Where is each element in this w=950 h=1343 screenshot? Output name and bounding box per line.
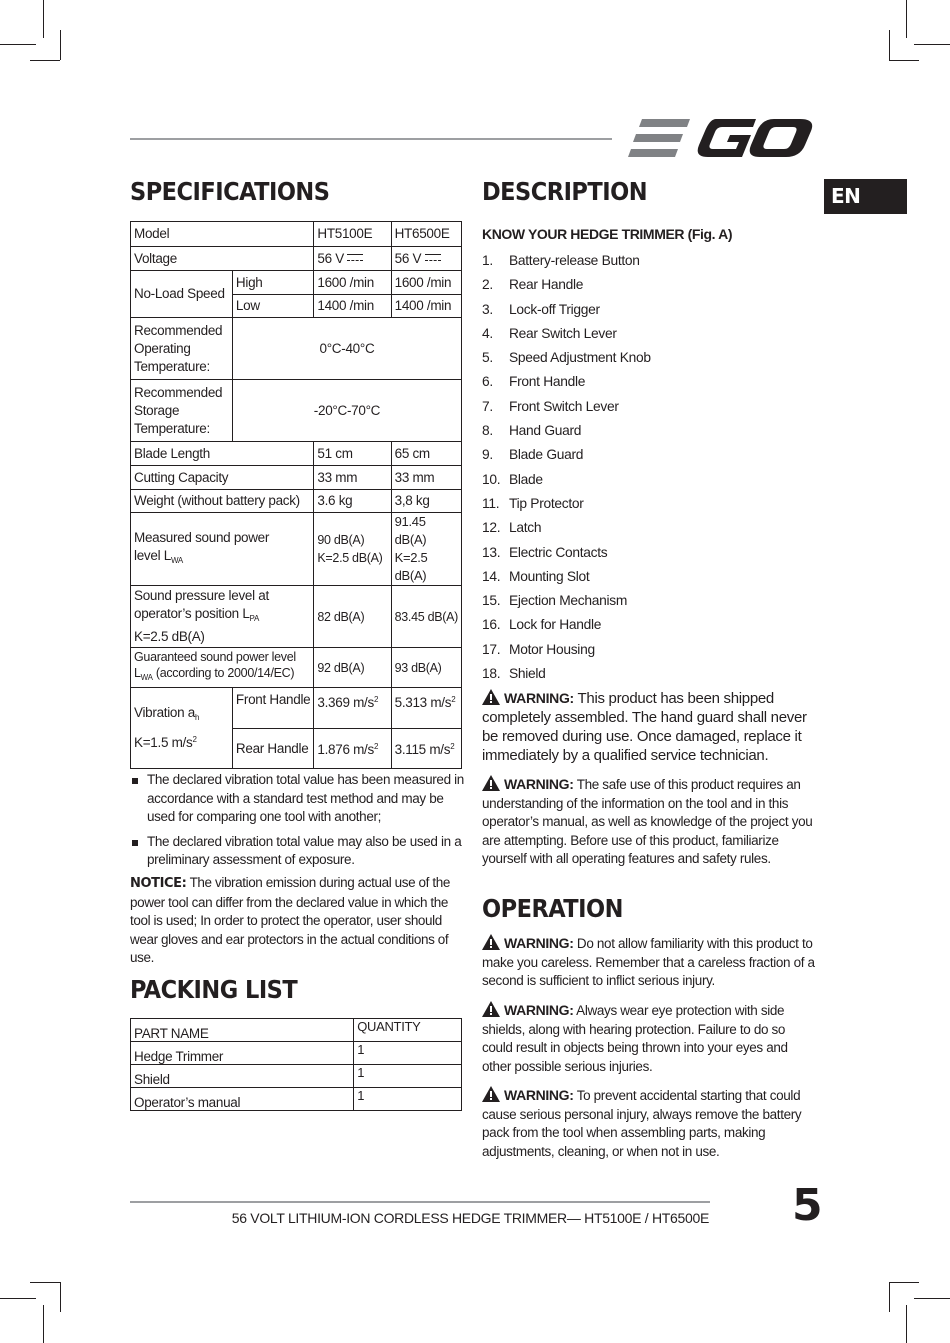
list-item (482, 662, 651, 686)
value-line: dB(A) (394, 568, 427, 583)
item-label: Hand Guard (509, 423, 582, 439)
value-text: 3.369 m/s (317, 695, 374, 710)
crop-mark (60, 1282, 61, 1312)
warning-triangle-icon (482, 934, 500, 950)
spec-value (391, 513, 461, 586)
spec-value: -20°C-70°C (232, 380, 461, 442)
label-line: Vibration a (134, 705, 195, 720)
item-number: 6. (482, 374, 493, 390)
spec-value: 3.6 kg (314, 490, 391, 513)
list-item (482, 273, 651, 297)
dc-symbol-icon (425, 254, 441, 261)
superscript: 2 (450, 742, 455, 751)
list-item (482, 298, 651, 322)
item-label: Rear Switch Lever (509, 325, 617, 341)
item-number: 7. (482, 398, 493, 414)
packing-col-qty: QUANTITY (354, 1019, 462, 1042)
crop-mark (0, 44, 36, 45)
warning-triangle-icon (482, 689, 500, 705)
spec-row-model (131, 222, 462, 247)
crop-mark (889, 30, 890, 60)
crop-mark (906, 1305, 907, 1343)
superscript: 2 (192, 735, 197, 744)
list-item (482, 565, 651, 589)
spec-row-guaranteed (131, 648, 462, 688)
spec-value: 1400 /min (391, 295, 461, 318)
list-item (482, 419, 651, 443)
bullet-square-icon (132, 840, 138, 846)
list-item (482, 395, 651, 419)
list-item (482, 516, 651, 540)
item-number: 13. (482, 544, 501, 560)
description-subtitle: KNOW YOUR HEDGE TRIMMER (Fig. A) (482, 226, 733, 242)
spec-sublabel: Rear Handle (232, 729, 313, 769)
spec-row-operating-temp (131, 318, 462, 380)
spec-value (314, 688, 391, 729)
spec-row-blade (131, 442, 462, 466)
spec-row-sound-pressure (131, 586, 462, 648)
list-item (482, 468, 651, 492)
spec-value (314, 513, 391, 586)
subscript: WA (170, 555, 183, 565)
item-label: Ejection Mechanism (509, 593, 628, 609)
spec-label: Voltage (131, 247, 314, 271)
item-label: Tip Protector (509, 495, 584, 511)
label-line: Recommended (134, 384, 223, 400)
spec-value: 1400 /min (314, 295, 391, 318)
packing-item-name: Operator’s manual (131, 1088, 354, 1111)
crop-mark (906, 0, 907, 38)
bullet-item (130, 771, 466, 827)
warning-label: WARNING: (504, 776, 574, 792)
spec-value: HT6500E (391, 222, 461, 247)
superscript: 2 (373, 695, 379, 704)
spec-row-high-speed (131, 271, 462, 295)
item-number: 4. (482, 325, 493, 341)
list-item (482, 613, 651, 637)
label-line: Sound pressure level at (134, 588, 269, 603)
crop-mark (60, 30, 61, 60)
value-text: 5.313 m/s (394, 695, 452, 710)
item-number: 10. (482, 471, 501, 487)
page-number: 5 (792, 1180, 821, 1231)
item-label: Front Switch Lever (509, 398, 619, 414)
notice-label: NOTICE: (130, 876, 187, 891)
packing-item-qty: 1 (354, 1042, 462, 1065)
table-row (131, 1042, 462, 1065)
item-label: Shield (509, 666, 546, 682)
list-item (482, 346, 651, 370)
label-line: L (134, 666, 141, 680)
item-number: 2. (482, 277, 493, 293)
spec-value: 1600 /min (314, 271, 391, 295)
crop-mark (889, 1282, 919, 1283)
warning-label: WARNING: (504, 690, 574, 706)
label-line: operator’s position L (134, 606, 250, 621)
packing-item-name: Shield (131, 1065, 354, 1088)
spec-label: Blade Length (131, 442, 314, 466)
spec-row-weight (131, 490, 462, 513)
operation-heading: OPERATION (482, 894, 623, 923)
item-number: 15. (482, 593, 501, 609)
voltage-value: 56 V (317, 250, 344, 266)
spec-label (131, 380, 233, 442)
warning-battery-removal (482, 1086, 818, 1161)
warning-text: Always wear eye protection with side shields, along with hearing protection. Failure to do so could result in objects being thrown into your eyes and other possible serious injuries. (482, 1003, 788, 1074)
spec-value: 65 cm (391, 442, 461, 466)
warning-label: WARNING: (504, 935, 574, 951)
language-tab-label: EN (831, 184, 861, 208)
item-label: Rear Handle (509, 277, 584, 293)
superscript: 2 (373, 742, 379, 751)
item-label: Battery-release Button (509, 253, 640, 268)
crop-mark (43, 0, 44, 38)
footer-title: 56 VOLT LITHIUM-ION CORDLESS HEDGE TRIMMER— HT5100E / HT6500E (231, 1210, 709, 1226)
warning-assembled (482, 689, 818, 765)
crop-mark (914, 1298, 950, 1299)
notice-text: The vibration emission during actual use of the power tool can differ from the declared value in which the tool is used; In order to protect the operator, user should wear gloves and ear protectors in the actual conditions of use. (130, 875, 450, 966)
table-row (131, 1065, 462, 1088)
spec-sublabel: Low (232, 295, 313, 318)
spec-row-sound-power (131, 513, 462, 586)
packing-list-heading: PACKING LIST (130, 975, 298, 1004)
value-line: 91.45 dB(A) (394, 514, 427, 547)
spec-value: 33 mm (314, 466, 391, 490)
spec-label (131, 648, 314, 688)
item-number: 16. (482, 617, 501, 633)
table-row (131, 1088, 462, 1111)
warning-text: The safe use of this product requires an understanding of the information on the tool and in this operator’s manual, as well as knowledge of the project you are attempting. Before use of this product, familiarize yourself with all operating features and safety rules. (482, 777, 813, 867)
label-line: Temperature: (134, 420, 210, 436)
packing-list-table (130, 1018, 462, 1111)
item-label: Motor Housing (509, 641, 595, 657)
packing-item-name: Hedge Trimmer (131, 1042, 354, 1065)
list-item (482, 370, 651, 394)
item-number: 11. (482, 495, 500, 511)
value-text: 1.876 m/s (317, 742, 374, 757)
subscript: WA (140, 673, 153, 682)
superscript: 2 (451, 695, 456, 704)
warning-label: WARNING: (504, 1087, 574, 1103)
spec-sublabel: Front Handle (232, 688, 313, 729)
crop-mark (30, 1282, 60, 1283)
list-item (482, 638, 651, 662)
warning-label: WARNING: (504, 1002, 574, 1018)
warning-text: Do not allow familiarity with this product to make you careless. Remember that a careless fraction of a second is sufficient to inflict serious injury. (482, 936, 815, 989)
item-label: Lock for Handle (509, 617, 602, 633)
item-label: Speed Adjustment Knob (509, 350, 651, 366)
warning-eye-protection (482, 1001, 818, 1076)
spec-value (391, 729, 461, 769)
item-number: 5. (482, 350, 493, 366)
label-line: Temperature: (134, 358, 210, 374)
item-label: Blade Guard (509, 447, 584, 463)
spec-value: 92 dB(A) (314, 648, 391, 688)
item-number: 8. (482, 423, 493, 439)
specifications-table (130, 221, 462, 769)
spec-value: 93 dB(A) (391, 648, 461, 688)
label-line: Measured sound power (134, 529, 270, 545)
spec-value: HT5100E (314, 222, 391, 247)
packing-col-name: PART NAME (131, 1019, 354, 1042)
spec-value (391, 688, 461, 729)
packing-header-row (131, 1019, 462, 1042)
spec-label (131, 513, 314, 586)
spec-value: 51 cm (314, 442, 391, 466)
item-number: 18. (482, 666, 501, 682)
parts-list (482, 249, 651, 686)
language-tab (824, 179, 907, 214)
header-rule (130, 138, 612, 140)
warning-text: To prevent accidental starting that could cause serious personal injury, always remove the battery pack from the tool when assembling parts, making adjustments, cleaning, or when not in use. (482, 1088, 802, 1159)
spec-row-cutting (131, 466, 462, 490)
item-number: 17. (482, 641, 501, 657)
warning-familiarity (482, 934, 818, 991)
warning-triangle-icon (482, 775, 500, 791)
bullet-text: The declared vibration total value may also be used in a preliminary assessment of exposure. (147, 833, 462, 868)
subscript: PA (249, 614, 260, 623)
spec-label: Weight (without battery pack) (131, 490, 314, 513)
label-line: (according to 2000/14/EC) (152, 666, 295, 680)
item-number: 9. (482, 447, 493, 463)
spec-value: 0°C-40°C (232, 318, 461, 380)
spec-value: 82 dB(A) (314, 586, 391, 648)
spec-value: 3,8 kg (391, 490, 461, 513)
list-item (482, 249, 651, 273)
spec-row-vibration-front (131, 688, 462, 729)
bullet-square-icon (132, 778, 138, 784)
spec-value (391, 247, 461, 271)
spec-label (131, 688, 233, 769)
item-label: Front Handle (509, 374, 586, 390)
spec-label: Cutting Capacity (131, 466, 314, 490)
spec-label: Model (131, 222, 314, 247)
value-text: 3.115 m/s (394, 742, 451, 757)
label-line: Recommended (134, 322, 223, 338)
item-label: Lock-off Trigger (509, 301, 600, 317)
value-line: 90 dB(A) (317, 533, 365, 547)
item-label: Mounting Slot (509, 568, 590, 584)
spec-label (131, 318, 233, 380)
crop-mark (889, 60, 919, 61)
spec-row-voltage (131, 247, 462, 271)
bullet-text: The declared vibration total value has been measured in accordance with a standard test method and may be used for comparing one tool with another; (147, 772, 464, 825)
item-number: 12. (482, 520, 501, 536)
item-number: 3. (482, 301, 493, 317)
value-line: K=2.5 dB(A) (317, 551, 383, 565)
specifications-heading: SPECIFICATIONS (130, 177, 330, 206)
item-number: 1. (482, 253, 493, 268)
crop-mark (43, 1305, 44, 1343)
list-item (482, 492, 651, 516)
packing-item-qty: 1 (354, 1065, 462, 1088)
spec-label (131, 586, 314, 648)
item-label: Electric Contacts (509, 544, 608, 560)
spec-label: No-Load Speed (131, 271, 233, 318)
spec-sublabel: High (232, 271, 313, 295)
label-line: K=1.5 m/s (134, 735, 193, 750)
footer-rule (130, 1201, 710, 1203)
label-line: Operating (134, 340, 191, 356)
spec-value (314, 729, 391, 769)
list-item (482, 541, 651, 565)
label-line: K=2.5 dB(A) (134, 629, 205, 644)
subscript: h (195, 713, 200, 722)
voltage-value: 56 V (394, 250, 422, 266)
spec-value: 1600 /min (391, 271, 461, 295)
ego-logo (628, 116, 814, 160)
spec-value: 83.45 dB(A) (391, 586, 461, 648)
warning-triangle-icon (482, 1086, 500, 1102)
crop-mark (30, 60, 60, 61)
item-number: 14. (482, 568, 501, 584)
item-label: Latch (509, 520, 542, 536)
warning-safe-use (482, 775, 818, 869)
notice-paragraph (130, 874, 466, 968)
bullet-item (130, 833, 466, 870)
list-item (482, 589, 651, 613)
crop-mark (889, 1282, 890, 1312)
list-item (482, 322, 651, 346)
spec-value (314, 247, 391, 271)
warning-triangle-icon (482, 1001, 500, 1017)
vibration-notes (130, 771, 466, 876)
description-heading: DESCRIPTION (482, 177, 648, 206)
label-line: Storage (134, 402, 180, 418)
packing-item-qty: 1 (354, 1088, 462, 1111)
crop-mark (0, 1298, 36, 1299)
spec-value: 33 mm (391, 466, 461, 490)
crop-mark (914, 44, 950, 45)
label-line: level L (134, 547, 171, 563)
item-label: Blade (509, 471, 543, 487)
dc-symbol-icon (347, 254, 363, 261)
label-line: Guaranteed sound power level (134, 650, 296, 664)
value-line: K=2.5 (394, 550, 428, 565)
warning-text: This product has been shipped completely assembled. The hand guard shall never be removed during use. Once damaged, replace it immediately by a qualified service technician. (482, 690, 807, 764)
spec-row-storage-temp (131, 380, 462, 442)
list-item (482, 443, 651, 467)
